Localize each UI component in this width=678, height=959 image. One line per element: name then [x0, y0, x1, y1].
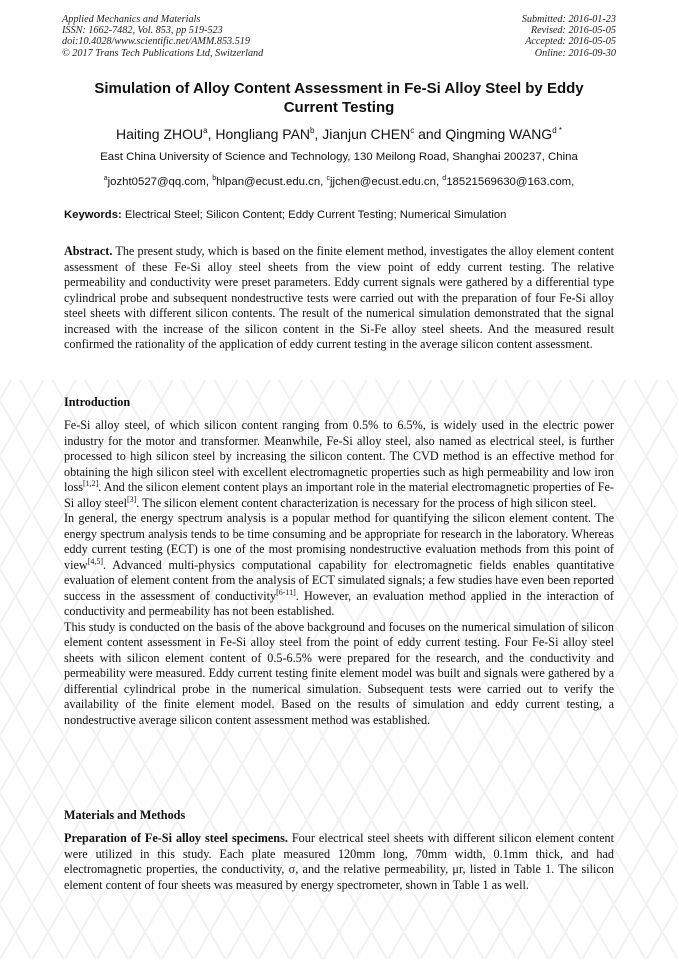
paragraph: This study is conducted on the basis of the above background and focuses on the numerical simulation of silicon element content assessment in Fe-Si alloy steel from the point of eddy current testing. Four Fe-Si alloy steel sheets with silicon element content of 0.5-6.5% were prepared for the research, and the conductivity and permeability were measured. Eddy current testing finite element model was built and signals were gathered by a differential cylindrical probe in the numerical simulation. Subsequent tests were carried out to verify the availability of the finite element model. Based on the results of simulation and eddy current testing, a nondestructive average silicon content assessment method was established.: [64, 619, 614, 727]
author-name: Hongliang PAN: [215, 126, 311, 142]
section-heading-methods: Materials and Methods: [64, 808, 186, 822]
paragraph: Preparation of Fe-Si alloy steel specimens. Four electrical steel sheets with different silicon element content were utilized in this study. Each plate measured 120mm long, 70mm width, 0.1mm thick, and had electromagnetic properties, the conductivity, σ, and the relative permeability, μr, listed in Table 1. The silicon element content of four sheets was measured by energy spectrometer, shown in Table 1 as well.: [64, 831, 614, 892]
affiliation: East China University of Science and Technology, 130 Meilong Road, Shanghai 200237, China: [100, 151, 578, 163]
date-revised: Revised: 2016-05-05: [530, 25, 616, 37]
author-name: Qingming WANG: [445, 126, 553, 142]
journal-doi: doi:10.4028/www.scientific.net/AMM.853.519: [62, 36, 250, 48]
keywords-text: Electrical Steel; Silicon Content; Eddy Current Testing; Numerical Simulation: [124, 209, 507, 221]
methods-section: [64, 831, 614, 893]
paragraph: In general, the energy spectrum analysis is a popular method for quantifying the silicon element content. The energy spectrum analysis tends to be time consuming and be appropriate for research in the laboratory. Whereas eddy current testing (ECT) is one of the most promising nondestructive evaluation methods from this point of view[4,5]. Advanced multi-physics computational capability for electromagnetic fields enables quantitative evaluation of element content from the analysis of ECT simulated signals; a few studies have even been reported success in the assessment of conductivity[6-11]. However, an evaluation method applied in the interaction of conductivity and permeability has not been established.: [64, 511, 614, 618]
journal-copyright: © 2017 Trans Tech Publications Ltd, Switzerland: [62, 47, 264, 59]
abstract-text: The present study, which is based on the finite element method, investigates the alloy element content assessment of these Fe-Si alloy steel sheets from the view point of eddy current testing. The relative permeability and conductivity were preset parameters. Eddy current signals were gathered by a differential type cylindrical probe and subsequent nondestructive tests were carried out with the preparation of four Fe-Si alloy steel sheets with different silicon contents. The result of the numerical simulation demonstrated that the signal increased with the increase of the silicon content in the Si-Fe alloy steel sheets. And the measured result confirmed the rationality of the application of eddy current testing in the average silicon content assessment.: [64, 244, 615, 351]
publication-dates: [522, 14, 616, 59]
introduction-section: [64, 418, 614, 728]
author-name: Haiting ZHOU: [115, 126, 204, 142]
journal-name: Applied Mechanics and Materials: [62, 14, 201, 25]
paper-title: Simulation of Alloy Content Assessment in Fe-Si Alloy Steel by Eddy Current Testing: [94, 80, 584, 116]
author-superscript: b: [310, 126, 315, 135]
subsection-heading: Preparation of Fe-Si alloy steel specimens.: [64, 831, 288, 845]
keywords-label: Keywords:: [64, 209, 122, 221]
date-online: Online: 2016-09-30: [534, 47, 616, 59]
citation: [3]: [126, 494, 137, 504]
date-submitted: Submitted: 2016-01-23: [521, 14, 616, 25]
email-address: hlpan@ecust.edu.cn,: [216, 176, 324, 188]
date-accepted: Accepted: 2016-05-05: [525, 36, 616, 48]
citation: [6-11]: [276, 587, 296, 597]
author-superscript: d *: [552, 126, 562, 135]
email-address: 18521569630@163.com,: [446, 176, 575, 188]
journal-issn: ISSN: 1662-7482, Vol. 853, pp 519-523: [62, 25, 223, 37]
author-superscript: a: [203, 126, 208, 135]
email-address: jozht0527@qq.com,: [107, 176, 210, 188]
author-superscript: c: [410, 126, 415, 135]
citation: [1,2]: [82, 479, 99, 488]
author-name: Jianjun CHEN: [322, 126, 411, 142]
email-address: jjchen@ecust.edu.cn,: [330, 176, 440, 188]
journal-info: [62, 14, 263, 59]
abstract: [64, 244, 614, 353]
section-heading-introduction: Introduction: [64, 395, 131, 409]
abstract-label: Abstract.: [64, 244, 113, 258]
citation: [4,5]: [87, 556, 104, 566]
paragraph: Fe-Si alloy steel, of which silicon content ranging from 0.5% to 6.5%, is widely used in the electric power industry for the motor and transformer. Meanwhile, Fe-Si alloy steel, also named as electrical steel, is further processed to high silicon steel by increasing the silicon content. The CVD method is an effective method for obtaining the high silicon steel with excellent electromagnetic properties such as high permeability and low iron loss[1,2]. And the silicon element content plays an important role in the material electromagnetic properties of Fe-Si alloy steel[3]. The silicon element content characterization is necessary for the process of high silicon steel.: [64, 418, 614, 510]
keywords: [64, 208, 614, 222]
author-emails: $^a$jozht0527@qq.com, $^b$hlpan@ecust.edu.cn, $^c$jjchen@ecust.edu.cn, $^d$18521569630@163.com,: [103, 175, 575, 188]
author-list: Haiting ZHOU$^a$, Hongliang PAN$^b$, Jianjun CHEN$^c$ and Qingming $WANG^{d *}$: [115, 126, 562, 142]
